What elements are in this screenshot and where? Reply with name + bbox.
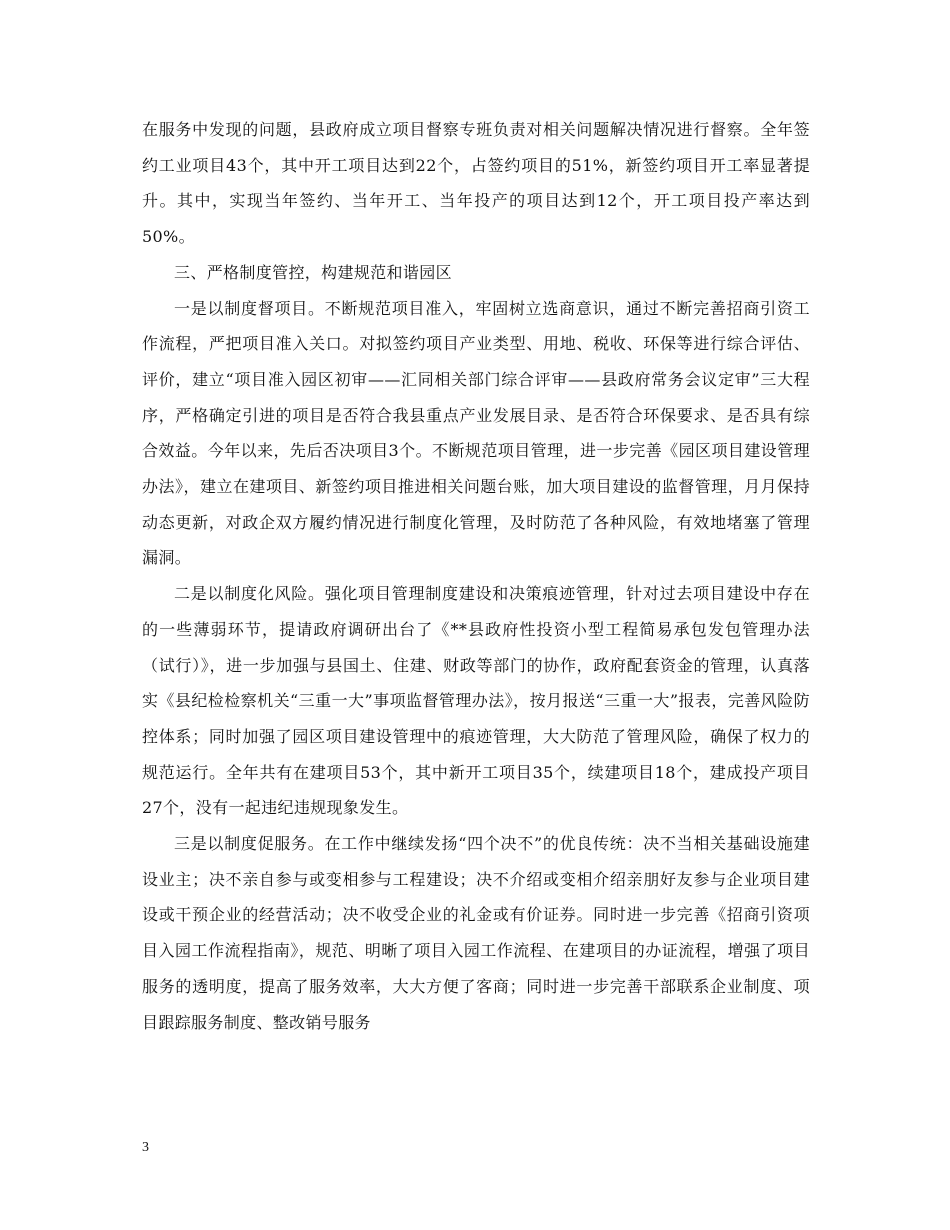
paragraph-continued: 在服务中发现的问题，县政府成立项目督察专班负责对相关问题解决情况进行督察。全年签约工业项目43个，其中开工项目达到22个，占签约项目的51%，新签约项目开工率显著提升。其中，实现当年签约、当年开工、当年投产的项目达到12个，开工项目投产率达到50%。 (142, 120, 810, 247)
section-heading: 三、严格制度管控，构建规范和谐园区 (174, 262, 452, 282)
paragraph-risk-control: 二是以制度化风险。强化项目管理制度建设和决策痕迹管理，针对过去项目建设中存在的一些薄弱环节，提请政府调研出台了《**县政府性投资小型工程简易承包发包管理办法（试行）》，进一步加强与县国土、住建、财政等部门的协作，政府配套资金的管理，认真落实《县纪检检察机关“三重一大”事项监督管理办法》，按月报送“三重一大”报表，完善风险防控体系；同时加强了园区项目建设管理中的痕迹管理，大大防范了管理风险，确保了权力的规范运行。全年共有在建项目53个，其中新开工项目35个，续建项目18个，建成投产项目27个，没有一起违纪违规现象发生。 (142, 584, 810, 818)
document-page (142, 112, 810, 1040)
paragraph-system-supervision: 一是以制度督项目。不断规范项目准入，牢固树立选商意识，通过不断完善招商引资工作流程，严把项目准入关口。对拟签约项目产业类型、用地、税收、环保等进行综合评估、评价，建立“项目准入园区初审——汇同相关部门综合评审——县政府常务会议定审”三大程序，严格确定引进的项目是否符合我县重点产业发展目录、是否符合环保要求、是否具有综合效益。今年以来，先后否决项目3个。不断规范项目管理，进一步完善《园区项目建设管理办法》，建立在建项目、新签约项目推进相关问题台账，加大项目建设的监督管理，月月保持动态更新，对政企双方履约情况进行制度化管理，及时防范了各种风险，有效地堵塞了管理漏洞。 (142, 298, 810, 568)
paragraph-service-promotion: 三是以制度促服务。在工作中继续发扬“四个决不”的优良传统：决不当相关基础设施建设业主；决不亲自参与或变相参与工程建设；决不介绍或变相介绍亲朋好友参与企业项目建设或干预企业的经营活动；决不收受企业的礼金或有价证券。同时进一步完善《招商引资项目入园工作流程指南》，规范、明晰了项目入园工作流程、在建项目的办证流程，增强了项目服务的透明度，提高了服务效率，大大方便了客商；同时进一步完善干部联系企业制度、项目跟踪服务制度、整改销号服务 (142, 834, 810, 1032)
page-number: 3 (142, 1140, 149, 1155)
